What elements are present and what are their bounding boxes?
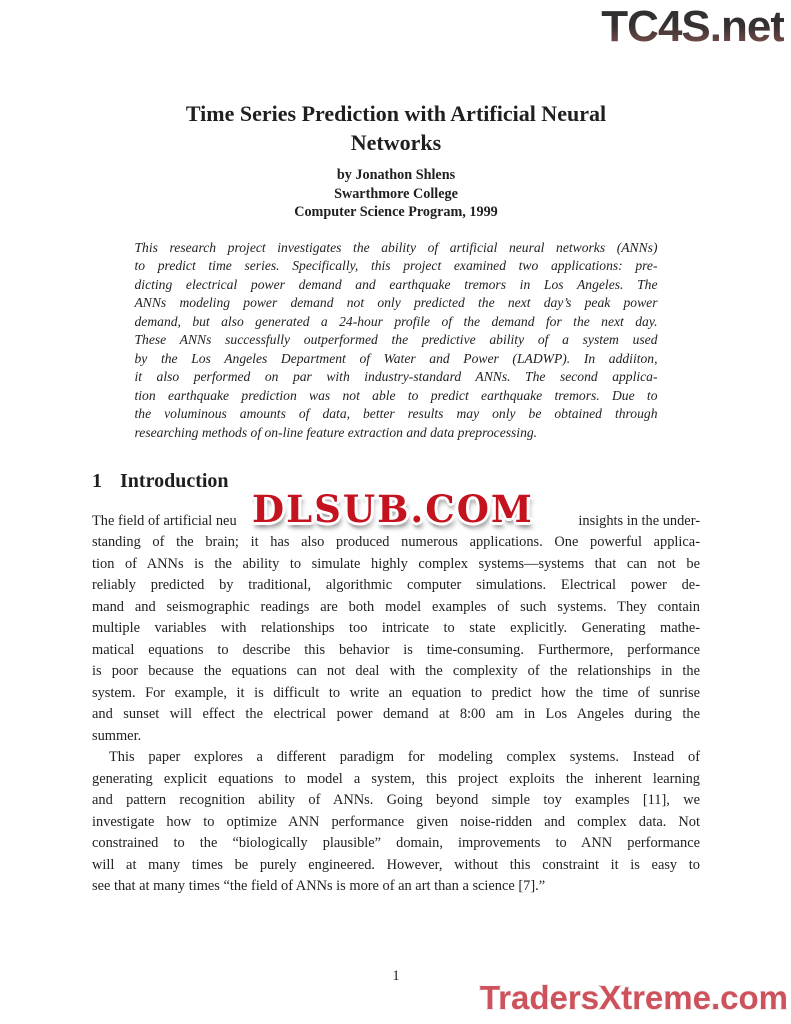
body-text-line: will at many times be purely engineered. However, without this constraint it is easy to bbox=[92, 856, 700, 873]
body-text-line: system. For example, it is difficult to write an equation to predict how the time of sunrise bbox=[92, 684, 700, 701]
tc4s-watermark: TC4S.net bbox=[601, 0, 784, 54]
paper-content bbox=[92, 0, 700, 898]
abstract-line: the voluminous amounts of data, better results may only be obtained through bbox=[134, 406, 658, 422]
abstract-line: ANNs modeling power demand not only predicted the next day’s peak power bbox=[134, 295, 658, 311]
affiliation: Swarthmore College bbox=[334, 185, 458, 202]
abstract-line: dicting electrical power demand and earthquake tremors in Los Angeles. The bbox=[134, 276, 658, 292]
body-text-line: mand and seismographic readings are both model examples of such systems. They contain bbox=[92, 598, 700, 615]
abstract bbox=[135, 239, 658, 443]
body-text-line: standing of the brain; it has also produced numerous applications. One powerful applica- bbox=[92, 534, 700, 551]
body-text-line: multiple variables with relationships too intricate to state explicitly. Generating mathe- bbox=[92, 620, 700, 637]
intro-first-line-left-fragment: The field of artificial neu bbox=[92, 512, 237, 529]
intro-paragraph-1 bbox=[92, 511, 700, 748]
paper-title-line-1: Time Series Prediction with Artificial Neural bbox=[185, 101, 607, 126]
body-text-line: summer. bbox=[92, 727, 142, 744]
body-text-line: generating explicit equations to model a system, this project exploits the inherent learning bbox=[92, 770, 700, 787]
paper-title bbox=[92, 100, 700, 157]
body-text-line: matical equations to describe this behavior is time-consuming. Furthermore, performance bbox=[92, 641, 700, 658]
section-number: 1 bbox=[92, 470, 102, 493]
body-text-line: investigate how to optimize ANN performance given noise-ridden and complex data. Not bbox=[92, 813, 700, 830]
dlsub-watermark: DLSUB.COM bbox=[252, 487, 534, 531]
program-line: Computer Science Program, 1999 bbox=[294, 204, 498, 221]
intro-first-line-right-fragment: insights in the under- bbox=[578, 512, 700, 529]
abstract-line: it also performed on par with industry-standard ANNs. The second applica- bbox=[134, 369, 658, 385]
body-text-line: tion of ANNs is the ability to simulate highly complex systems—systems that can not be bbox=[92, 555, 700, 572]
abstract-line: This research project investigates the ability of artificial neural networks (ANNs) bbox=[134, 239, 658, 255]
author-block bbox=[92, 166, 700, 222]
body-text-line: and pattern recognition ability of ANNs. Going beyond simple toy examples [11], we bbox=[92, 792, 700, 809]
page-number: 1 bbox=[392, 968, 400, 984]
byline: by Jonathon Shlens bbox=[336, 167, 456, 183]
abstract-line: researching methods of on-line feature extraction and data preprocessing. bbox=[134, 424, 538, 440]
abstract-line: demand, but also generated a 24-hour profile of the demand for the next day. bbox=[134, 313, 658, 329]
abstract-line: tion earthquake prediction was not able to predict earthquake tremors. Due to bbox=[134, 387, 658, 403]
body-text-line: is poor because the equations can not deal with the complexity of the relationships in the bbox=[92, 663, 700, 680]
body-text-line: This paper explores a different paradigm for modeling complex systems. Instead of bbox=[109, 749, 700, 766]
abstract-line: by the Los Angeles Department of Water and Power (LADWP). In addiiton, bbox=[134, 350, 658, 366]
tradersxtreme-watermark: TradersXtreme.com bbox=[479, 979, 788, 1016]
body-text-line: see that at many times “the field of ANNs is more of an art than a science [7].” bbox=[92, 878, 546, 895]
body-text-line: reliably predicted by traditional, algorithmic computer simulations. Electrical power de- bbox=[92, 577, 700, 594]
abstract-line: These ANNs successfully outperformed the predictive ability of a system used bbox=[134, 332, 658, 348]
body-text-line: constrained to the “biologically plausible” domain, improvements to ANN performance bbox=[92, 835, 700, 852]
body-text-line: and sunset will effect the electrical power demand at 8:00 am in Los Angeles during the bbox=[92, 706, 700, 723]
section-title: Introduction bbox=[120, 470, 229, 493]
intro-paragraph-2 bbox=[92, 747, 700, 898]
intro-paragraph-1-lines bbox=[92, 532, 700, 747]
abstract-line: to predict time series. Specifically, this project examined two applications: pre- bbox=[134, 258, 658, 274]
paper-title-line-2: Networks bbox=[350, 129, 442, 155]
